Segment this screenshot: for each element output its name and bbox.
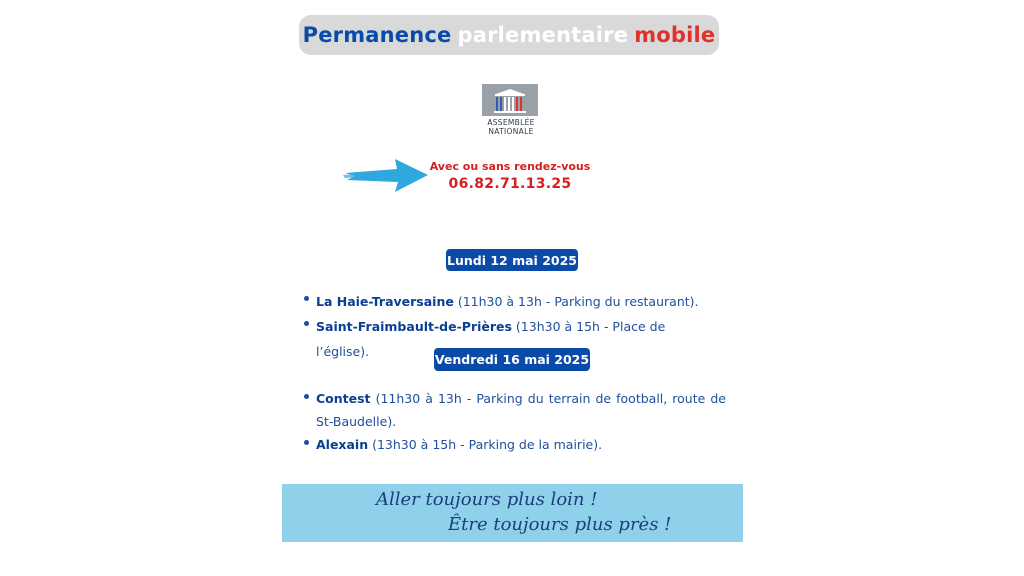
place-name: La Haie-Traversaine xyxy=(316,294,454,309)
schedule-list-friday xyxy=(302,387,726,456)
place-name: Alexain xyxy=(316,437,369,452)
date-badge-friday: Vendredi 16 mai 2025 xyxy=(434,348,590,371)
title-word-permanence: Permanence xyxy=(302,23,452,47)
place-details: (13h30 à 15h - Parking de la mairie). xyxy=(368,437,603,452)
list-item xyxy=(302,433,726,456)
slogan-banner xyxy=(282,484,743,542)
appointment-note: Avec ou sans rendez-vous xyxy=(429,160,591,173)
page-title xyxy=(299,15,719,55)
logo-line-1: ASSEMBLÉE xyxy=(487,118,535,127)
place-name: Contest xyxy=(316,391,371,406)
assemblee-nationale-logo xyxy=(480,84,542,138)
list-item xyxy=(302,387,726,433)
place-details: (11h30 à 13h - Parking du terrain de football, route de St-Baudelle). xyxy=(316,391,726,429)
logo-text xyxy=(480,118,542,136)
title-word-parlementaire: parlementaire xyxy=(457,23,629,47)
title-word-mobile: mobile xyxy=(634,23,716,47)
logo-line-2: NATIONALE xyxy=(488,127,534,136)
place-name: Saint-Fraimbault-de-Prières xyxy=(316,319,512,334)
slogan-line-1: Aller toujours plus loin ! xyxy=(376,489,598,510)
arrow-right-icon xyxy=(343,158,429,194)
slogan-line-2: Être toujours plus près ! xyxy=(448,514,672,535)
contact-block xyxy=(420,160,600,192)
place-details: (11h30 à 13h - Parking du restaurant). xyxy=(453,294,699,309)
date-badge-monday: Lundi 12 mai 2025 xyxy=(446,249,578,271)
list-item xyxy=(302,289,722,314)
assemblee-building-icon xyxy=(482,84,538,116)
phone-number: 06.82.71.13.25 xyxy=(448,176,572,192)
place-details: (13h30 à 15h - Place de l’église). xyxy=(316,319,666,359)
